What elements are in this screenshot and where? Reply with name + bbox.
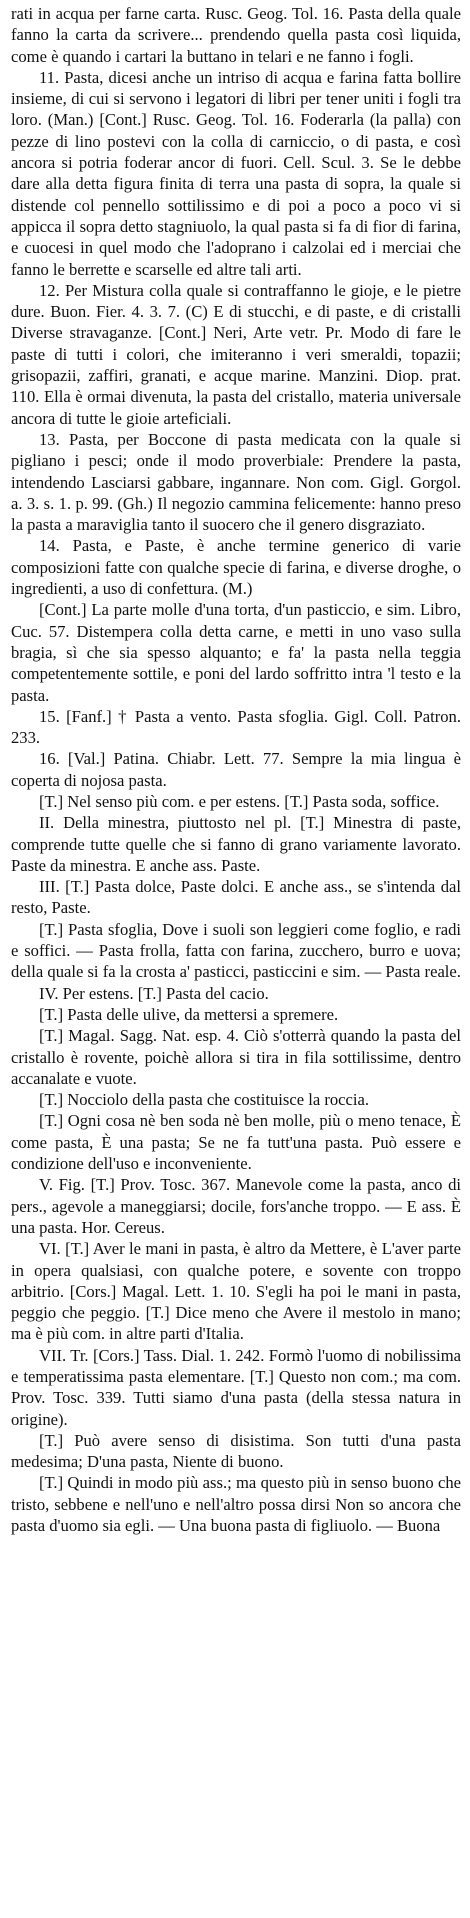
sense-VII-1-paragraph: [T.] Può avere senso di disistima. Son tutti d'una pasta medesima; D'una pasta, Niente di buono. xyxy=(11,1430,461,1472)
sense-13-paragraph: 13. Pasta, per Boccone di pasta medicata con la quale si pigliano i pesci; onde il modo proverbiale: Prendere la pasta, intendendo Lasciarsi gabbare, ingannare. Non com. Gigl. Gorgol. a. 3. s. 1. p. 99. (Gh.) Il negozio cammina felicemente: hanno preso la pasta a maraviglia tanto il suocero che il genero disgraziato. xyxy=(11,429,461,535)
sense-15-paragraph: 15. [Fanf.] † Pasta a vento. Pasta sfoglia. Gigl. Coll. Patron. 233. xyxy=(11,706,461,748)
sense-V-paragraph: V. Fig. [T.] Prov. Tosc. 367. Manevole come la pasta, anco di pers., agevole a maneggiarsi; docile, fors'anche troppo. — E ass. È una pasta. Hor. Cereus. xyxy=(11,1175,461,1237)
sense-II-paragraph: II. Della minestra, piuttosto nel pl. [T.] Minestra di paste, comprende tutte quelle che si fanno di grano variamente lavorato. Paste da minestra. E anche ass. Paste. xyxy=(11,813,461,875)
sense-16-paragraph: 16. [Val.] Patina. Chiabr. Lett. 77. Sempre la mia lingua è coperta di nojosa pasta. xyxy=(11,749,461,790)
sense-IV-paragraph: IV. Per estens. [T.] Pasta del cacio. xyxy=(39,983,269,1003)
sense-VII-paragraph: VII. Tr. [Cors.] Tass. Dial. 1. 242. Formò l'uomo di nobilissima e temperatissima pasta elementare. [T.] Questo non com.; ma com. Prov. Tosc. 339. Tutti siamo d'una pasta (della stessa natura in origine). xyxy=(11,1345,461,1429)
sense-IV-3-paragraph: [T.] Nocciolo della pasta che costituisce la roccia. xyxy=(39,1090,370,1110)
sense-IV-1-paragraph: [T.] Pasta delle ulive, da mettersi a spremere. xyxy=(39,1004,339,1024)
sense-16-t-paragraph: [T.] Nel senso più com. e per estens. [T.] Pasta soda, soffice. xyxy=(39,791,440,811)
sense-VII-2-paragraph: [T.] Quindi in modo più ass.; ma questo più in senso buono che tristo, sebbene e nell'uno e nell'altro possa dirsi Non so ancora che pasta d'uomo sia egli. — Una buona pasta di figliuolo. — Buona xyxy=(11,1473,461,1536)
sense-14-cont-paragraph: [Cont.] La parte molle d'una torta, d'un pasticcio, e sim. Libro, Cuc. 57. Distempera colla detta carne, e metti in uno vaso sulla bragia, sì che sia spesso alquanto; e fa' la pasta nella teggia competentemente sottile, e poni del lardo soffritto intra 'l testo e la pasta. xyxy=(11,600,461,705)
sense-11-paragraph: 11. Pasta, dicesi anche un intriso di acqua e farina fatta bollire insieme, di cui si servono i legatori di libri per tener uniti i fogli tra loro. (Man.) [Cont.] Rusc. Geog. Tol. 16. Foderarla (la palla) con pezze di lino postevi con la colla di carniccio, o di pasta, e così ancora si potria foderar ancor di fuori. Cell. Scul. 3. Se le debbe dare alla detta figura finita di terra una pasta di sopra, la quale si distende col pennello sottilissimo e di poi a poco a poco vi si appicca il sopra detto stagniuolo, la qual pasta si fa di fior di farina, e cuocesi in quel modo che l'adoprano i calzolai ed i merciai che fanno le berrette e scarselle ed altre tali arti. xyxy=(11,67,461,279)
sense-14-paragraph: 14. Pasta, e Paste, è anche termine generico di varie composizioni fatte con qualche specie di farina, e diverse droghe, o ingredienti, a uso di confettura. (M.) xyxy=(11,536,461,599)
sense-IV-4-paragraph: [T.] Ogni cosa nè ben soda nè ben molle, più o meno tenace, È come pasta, È una pasta; Se ne fa tutt'una pasta. Può essere e condizione dell'uso e inconveniente. xyxy=(11,1111,461,1174)
sense-VI-paragraph: VI. [T.] Aver le mani in pasta, è altro da Mettere, è L'aver parte in opera qualsiasi, con qualche potere, e sovente con troppo arbitrio. [Cors.] Magal. Lett. 1. 10. S'egli ha poi le mani in pasta, peggio che peggio. [T.] Dice meno che Avere il mestolo in mano; ma è più com. in altre parti d'Italia. xyxy=(11,1239,461,1344)
sense-12-paragraph: 12. Per Mistura colla quale si contraffanno le gioje, e le pietre dure. Buon. Fier. 4. 3. 7. (C) E di stucchi, e di paste, e di cristalli Diverse stravaganze. [Cont.] Neri, Arte vetr. Pr. Modo di fare le paste di tutti i colori, che imiteranno i veri smeraldi, topazii; grisopazii, zaffiri, granati, e acque marine. Manzini. Diop. prat. 110. Ella è ormai divenuta, la pasta del cristallo, materia universale ancora di tutte le gioie arteficiali. xyxy=(11,280,461,428)
sense-IV-2-paragraph: [T.] Magal. Sagg. Nat. esp. 4. Ciò s'otterrà quando la pasta del cristallo è rovente, poichè allora si tira in fila sottilissime, dentro accanalate e vuote. xyxy=(11,1026,461,1088)
sense-III-t-paragraph: [T.] Pasta sfoglia, Dove i suoli son leggieri come foglio, e radi e soffici. — Pasta frolla, fatta con farina, zucchero, burro e uova; della quale si fa la crosta a' pasticci, pasticcini e sim. — Pasta reale. xyxy=(11,919,461,982)
entry-continuation: rati in acqua per farne carta. Rusc. Geog. Tol. 16. Pasta della quale fanno la carta da scrivere... prendendo quella pasta così liquida, come è quando i cartari la buttano in telari e ne fanno i fogli. xyxy=(11,4,461,66)
sense-III-paragraph: III. [T.] Pasta dolce, Paste dolci. E anche ass., se s'intenda dal resto, Paste. xyxy=(11,877,461,918)
